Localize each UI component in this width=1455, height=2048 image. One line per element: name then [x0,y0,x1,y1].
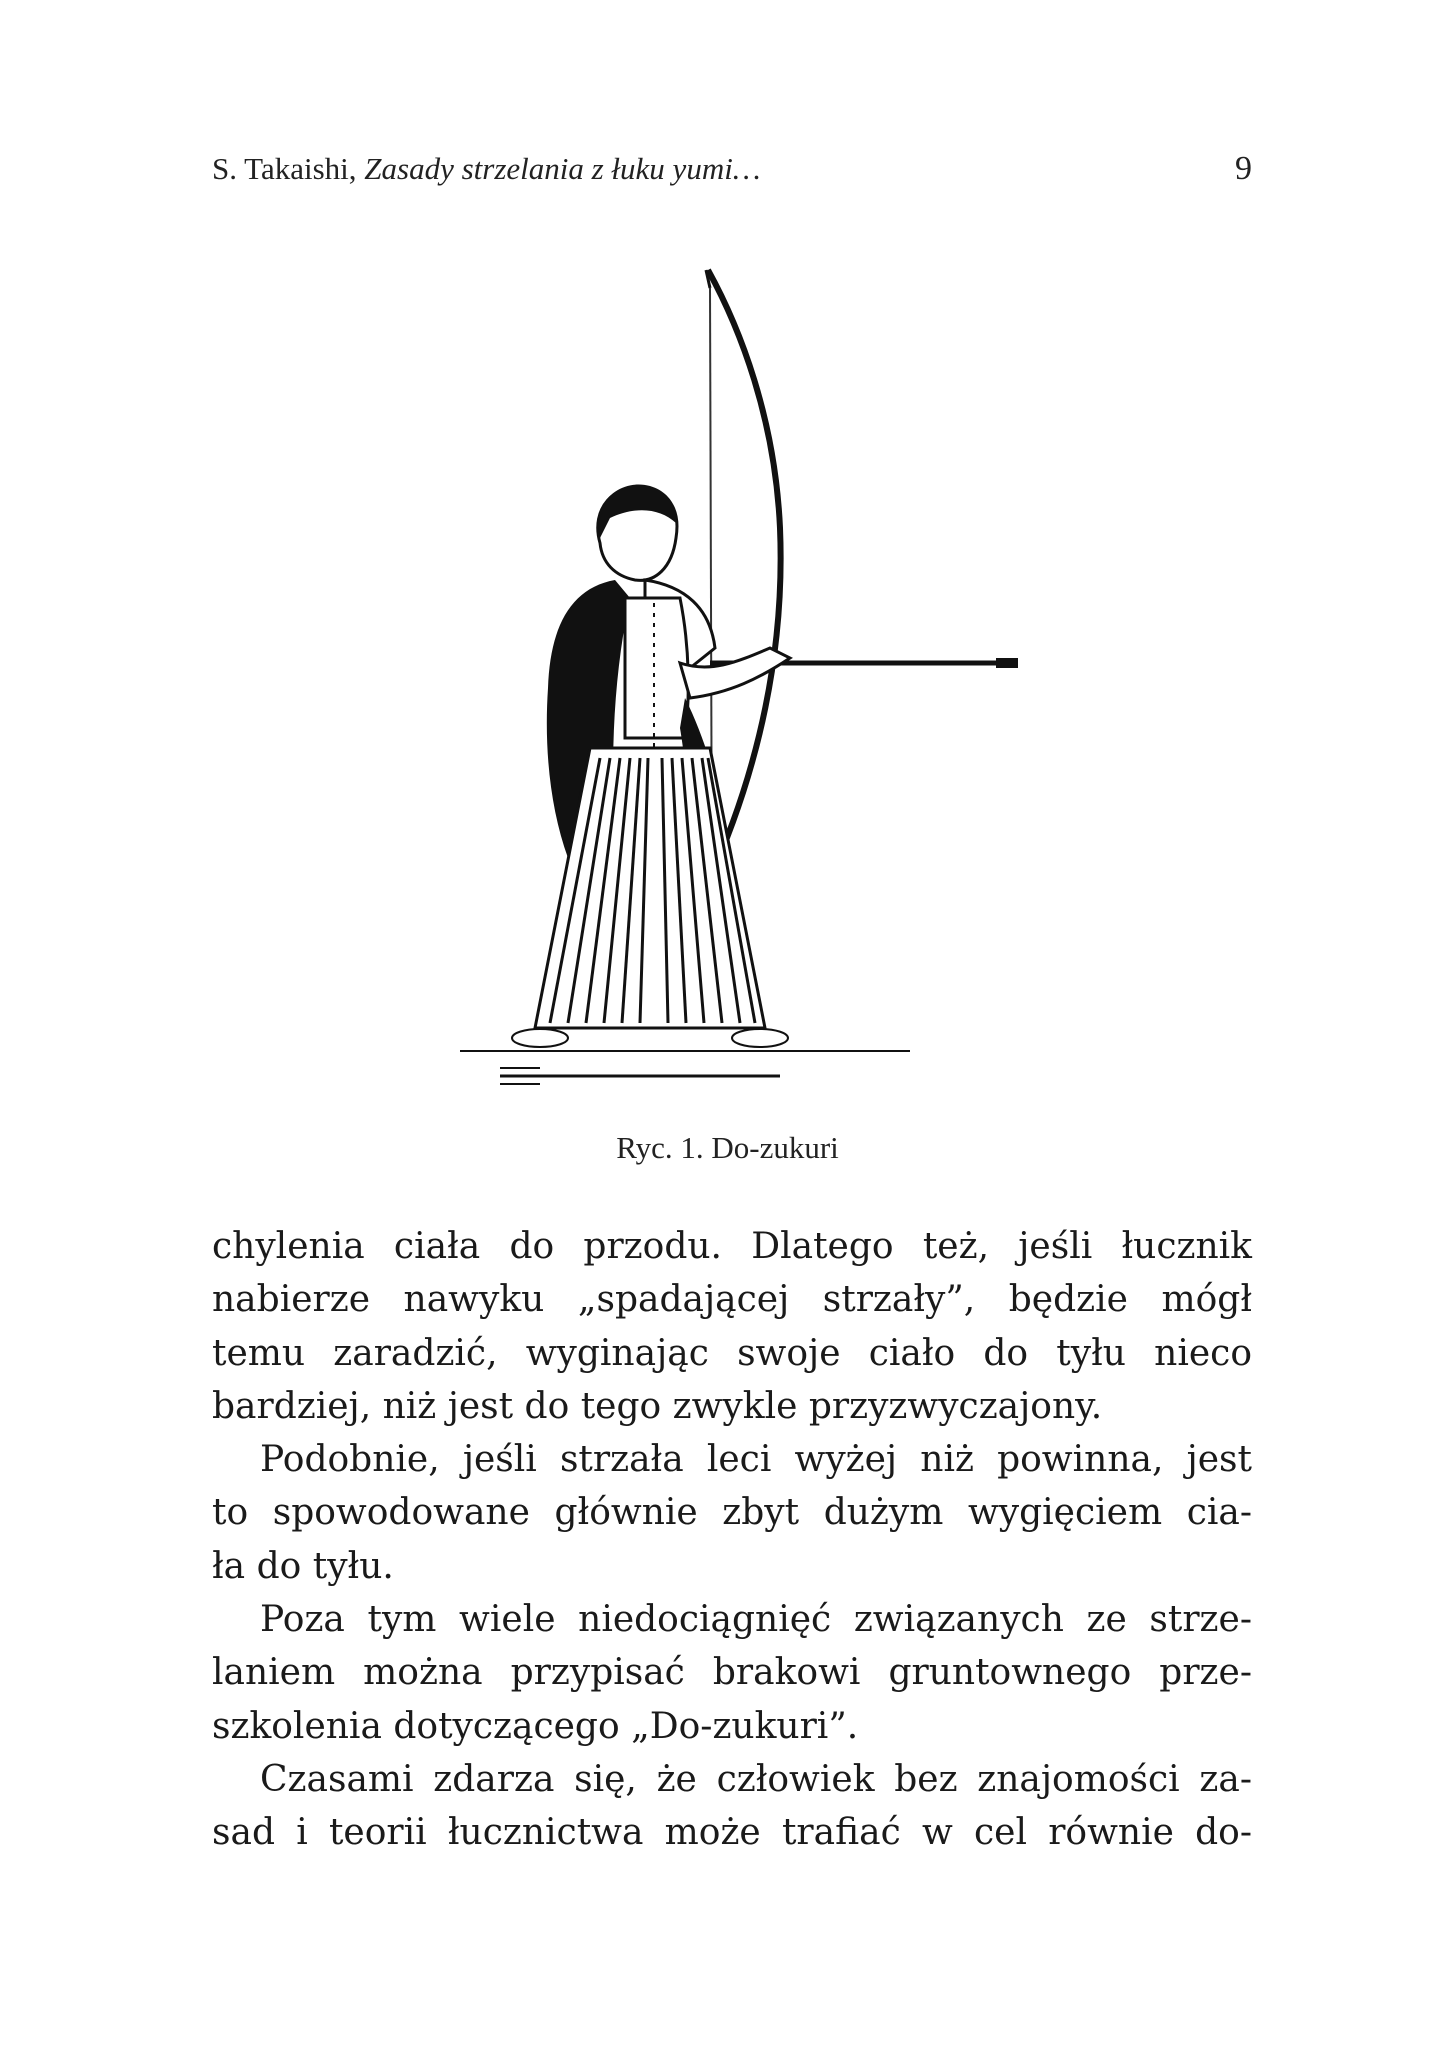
text-line: Podobnie, jeśli strzała leci wyżej niż powinna, jest [260,1439,1252,1481]
archer-foot-left [512,1029,568,1047]
header-title [212,151,760,187]
page-number: 9 [1235,150,1252,187]
text-line: szkolenia dotyczącego „Do-zukuri”. [212,1705,859,1747]
archer-torso [625,598,688,738]
running-header [212,150,1252,188]
text-line: ła do tyłu. [212,1545,394,1587]
text-line: temu zaradzić, wyginając swoje ciało do tyłu nieco [212,1332,1252,1374]
archer-drawing [440,268,1030,1108]
figure-caption: Ryc. 1. Do-zukuri [616,1130,839,1165]
arrow-tip [996,658,1018,668]
text-line: Poza tym wiele niedociągnięć związanych ze strze- [260,1599,1252,1641]
figure-archer-illustration [440,268,1030,1108]
archer-foot-right [732,1029,788,1047]
header-author: S. Takaishi, [212,151,365,186]
text-line: laniem można przypisać brakowi gruntownego prze- [212,1652,1252,1694]
text-line: bardziej, niż jest do tego zwykle przyzwyczajony. [212,1385,1103,1427]
text-line: chylenia ciała do przodu. Dlatego też, jeśli łucznik [212,1226,1252,1267]
header-book-title: Zasady strzelania z łuku yumi… [364,151,761,186]
body-paragraphs [212,1220,1252,1860]
text-line: nabierze nawyku „spadającej strzały”, będzie mógł [212,1279,1252,1321]
text-line: sad i teorii łucznictwa może trafiać w cel równie do- [212,1812,1252,1854]
text-line: Czasami zdarza się, że człowiek bez znajomości za- [260,1758,1252,1800]
text-line: to spowodowane głównie zbyt dużym wygięciem cia- [212,1492,1252,1534]
